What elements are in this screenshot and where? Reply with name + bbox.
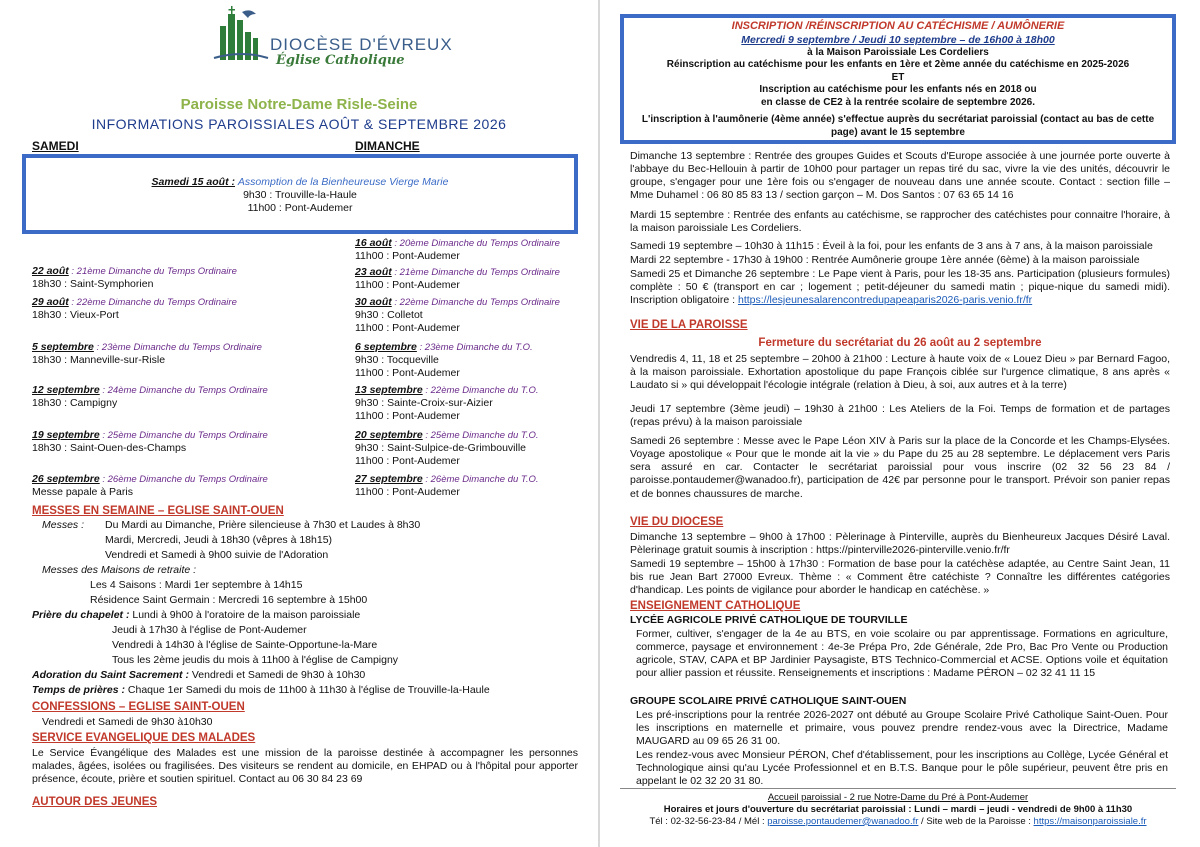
scouts-paragraph: Dimanche 13 septembre : Rentrée des groupes Guides et Scouts d'Europe associée à une journée porte ouverte à l'abbaye du Bec-Hellouin à partir de 10h00 pour partager un repas tiré du sac, vivre la vie des unités, découvrir le groupe, s'engager pour une 1ère fois ou s'engager de nouveau dans une année scoute. Contact : section fille – Mme Duhamel : 06 80 85 83 13 / section garçon – M. Dos Santos : 07 63 65 14 16 [630,150,1170,202]
louez-dieu-paragraph: Vendredis 4, 11, 18 et 25 septembre – 20h00 à 21h00 : Lecture à haute voix de « Louez Dieu » par Bernard Fagoo, à la maison paroissiale. Exhortation apostolique du pape François ciblée sur l'urgence climatique, 8 ans après « Laudato si » qui développait l'écologie intégrale (relation à Dieu, à soi, aux autres et à la terre) [630,353,1170,392]
groupe-title: GROUPE SCOLAIRE PRIVÉ CATHOLIQUE SAINT-OUEN [630,695,907,707]
footer-horaires: Horaires et jours d'ouverture du secrétariat paroissial : Lundi – mardi – jeudi - vendredi de 9h00 à 11h30 [663,803,1133,815]
mass-time: 18h30 : Campigny [32,397,118,410]
mass-sunday-label: : 22ème Dimanche du Temps Ordinaire [68,297,237,308]
prieres-label: Temps de prières : [32,684,125,696]
mass-entry [32,296,237,322]
assomption-box [22,154,578,234]
confessions-text: Vendredi et Samedi de 9h30 à10h30 [42,716,213,728]
ateliers-paragraph: Jeudi 17 septembre (3ème jeudi) – 19h30 à 21h00 : Les Ateliers de la Foi. Temps de formation et de partages (repas prévu) à la maison paroissiale [630,403,1170,429]
mass-entry [32,429,268,455]
inscription-et: ET [891,71,905,83]
assomption-mass-2: 11h00 : Pont-Audemer [247,202,353,215]
mass-entry [32,341,262,367]
mass-date: 13 septembre [355,384,423,396]
mass-date: 6 septembre [355,341,417,353]
retraite-label: Messes des Maisons de retraite : [42,564,197,576]
mass-time: 18h30 : Saint-Symphorien [32,278,154,291]
lycee-text: Former, cultiver, s'engager de la 4e au BTS, en voie scolaire ou par apprentissage. Formations en agriculture, commerce, paysage et environnement : 4e-3e Prépa Pro, 2de Générale, 2de Pro, Bac Pro Vente ou Production agricole, STAV, CAPA et BP Jardinier Paysagiste, BTS Technico-Commercial et ACSE. Options voile et équitation pour allier passion et réussite. Renseignements et inscriptions : Madame PÉRON – 02 32 41 11 15 [636,628,1168,680]
mass-time: 11h00 : Pont-Audemer [355,322,460,335]
messe-pape-paragraph: Samedi 26 septembre : Messe avec le Pape Léon XIV à Paris sur la place de la Concorde et les Champs-Elysées. Voyage apostolique « Pour que le monde ait la vie » du Pape du 25 au 28 septembre. Le déplacement vers Paris sera assuré en car. Contacter le secrétariat paroissial pour vous inscrire (02 32 56 23 84 / paroisse.pontaudemer@wanadoo.fr), participation de 42€ par personne pour le transport. Prévoir son panier repas et de bonnes chaussures de marche. [630,435,1170,500]
fermeture-notice: Fermeture du secrétariat du 26 août au 2 septembre [758,337,1042,349]
mass-date: 30 août [355,296,392,308]
section-vie-diocese: VIE DU DIOCESE [630,516,724,528]
mass-time: Messe papale à Paris [32,486,133,499]
chapelet-label: Prière du chapelet : [32,609,130,621]
footer-accueil: Accueil paroissial - 2 rue Notre-Dame du Pré à Pont-Audemer [767,792,1029,803]
aumonerie-paragraph: Mardi 22 septembre - 17h30 à 19h00 : Rentrée Aumônerie groupe 1ère année (6ème) à la maison paroissiale [630,254,1140,266]
mass-sunday-label: : 20ème Dimanche du Temps Ordinaire [391,238,560,249]
pape-text: Samedi 25 et Dimanche 26 septembre : Le Pape vient à Paris, pour les 18-35 ans. Participation (plusieurs formules) complète : 50 € (transport en car ; logement ; petit-déjeuner du samedi matin ; pique-nique du samedi midi). Inscription obligatoire : [630,268,1170,307]
mass-entry [32,384,268,410]
mass-sunday-label: : 21ème Dimanche du Temps Ordinaire [68,266,237,277]
footer-mail-link[interactable]: paroisse.pontaudemer@wanadoo.fr [767,815,919,827]
inscription-lieu: à la Maison Paroissiale Les Cordeliers [807,46,989,58]
inscription-line-4: L'inscription à l'aumônerie (4ème année) s'effectue auprès du secrétariat paroissial (contact au bas de cette page) avant le 15 septembre [641,114,1155,138]
mass-sunday-label: : 22ème Dimanche du Temps Ordinaire [391,297,560,308]
assomption-date: Samedi 15 août : [151,176,235,188]
footer-site-link[interactable]: https://maisonparoissiale.fr [1033,815,1147,827]
section-messes-semaine: MESSES EN SEMAINE – EGLISE SAINT-OUEN [32,505,284,517]
mass-entry [355,341,533,380]
pelerinage-paragraph: Dimanche 13 septembre – 9h00 à 17h00 : Pèlerinage à Pinterville, auprès du Bienheureux Jacques Désiré Laval. Pèlerinage gratuit soumis à inscription : https://pinterville2026-pinterville.venio.fr/fr [630,531,1170,557]
section-vie-paroisse: VIE DE LA PAROISSE [630,319,748,331]
samedi-heading: SAMEDI [32,139,79,153]
mass-entry [355,429,539,468]
mass-entry [32,265,237,291]
mass-entry [355,473,539,499]
left-page [0,0,598,847]
mass-entry [355,266,560,292]
chapelet-line-1: Lundi à 9h00 à l'oratoire de la maison paroissiale [132,609,361,621]
inscription-box [620,14,1176,144]
mass-date: 26 septembre [32,473,100,485]
lycee-title: LYCÉE AGRICOLE PRIVÉ CATHOLIQUE DE TOURVILLE [630,614,908,626]
pape-link[interactable]: https://lesjeunesalarencontredupapeaparis2026-paris.venio.fr/fr [737,294,1033,307]
section-malades: SERVICE EVANGELIQUE DES MALADES [32,732,256,744]
dimanche-heading: DIMANCHE [355,139,420,153]
mass-time: 11h00 : Pont-Audemer [355,410,460,423]
mass-time: 11h00 : Pont-Audemer [355,279,460,292]
mass-date: 23 août [355,266,392,278]
chapelet-line-4: Tous les 2ème jeudis du mois à 11h00 à l'église de Campigny [112,654,399,666]
inscription-title: INSCRIPTION /RÉINSCRIPTION AU CATÉCHISME / AUMÔNERIE [731,20,1065,32]
inscription-line-1: Réinscription au catéchisme pour les enfants en 1ère et 2ème année du catéchisme en 2025-2026 [666,59,1130,71]
pape-paragraph [630,268,1170,307]
mass-time: 11h00 : Pont-Audemer [355,250,460,263]
mass-time: 11h00 : Pont-Audemer [355,455,460,468]
mass-time: 9h30 : Tocqueville [355,354,439,367]
page-title: INFORMATIONS PAROISSIALES AOÛT & SEPTEMBRE 2026 [91,116,507,132]
messes-line-1: Du Mardi au Dimanche, Prière silencieuse à 7h30 et Laudes à 8h30 [105,519,421,531]
mass-sunday-label: : 26ème Dimanche du T.O. [422,474,539,485]
mass-time: 11h00 : Pont-Audemer [355,367,460,380]
mass-time: 18h30 : Manneville-sur-Risle [32,354,166,367]
adoration-text: Vendredi et Samedi de 9h30 à 10h30 [191,669,366,681]
mass-time: 18h30 : Vieux-Port [32,309,119,322]
mass-date: 12 septembre [32,384,100,396]
groupe-text-2: Les rendez-vous avec Monsieur PÉRON, Chef d'établissement, pour les inscriptions au Collège, Lycée Général et Technologique ainsi qu'au Lycée Professionnel et en B.T.S. Banque pour le pôle supérieur, peuvent être pris en appelant le 02 32 20 31 80. [636,749,1168,788]
mass-sunday-label: : 25ème Dimanche du Temps Ordinaire [99,430,268,441]
section-confessions: CONFESSIONS – EGLISE SAINT-OUEN [32,701,245,713]
chapelet-line-2: Jeudi à 17h30 à l'église de Pont-Audemer [112,624,307,636]
mass-date: 20 septembre [355,429,423,441]
footer-site-label: / Site web de la Paroisse : [921,815,1031,827]
mass-time: 11h00 : Pont-Audemer [355,486,460,499]
mass-date: 19 septembre [32,429,100,441]
section-jeunes: AUTOUR DES JEUNES [32,796,158,808]
mass-date: 5 septembre [32,341,94,353]
malades-text: Le Service Évangélique des Malades est une mission de la paroisse destinée à accompagner les personnes malades, âgées, isolées ou fragilisées. Des visiteurs se rendent au domicile, en EHPAD ou à l'hôpital pour apporter présence, écoute, prière et soutien spirituel. Contact au 06 30 84 23 69 [32,747,578,786]
section-enseignement: ENSEIGNEMENT CATHOLIQUE [630,600,801,612]
diocese-title: DIOCÈSE D'ÉVREUX [270,35,453,54]
mass-sunday-label: : 22ème Dimanche du T.O. [422,385,539,396]
mass-sunday-label: : 21ème Dimanche du Temps Ordinaire [391,267,560,278]
mass-time: 9h30 : Saint-Sulpice-de-Grimbouville [355,442,526,455]
mass-time: 9h30 : Colletot [355,309,423,322]
retraite-line-2: Résidence Saint Germain : Mercredi 16 septembre à 15h00 [90,594,368,606]
paroisse-title: Paroisse Notre-Dame Risle-Seine [180,96,418,113]
assomption-title: Assomption de la Bienheureuse Vierge Marie [237,176,449,188]
adoration-label: Adoration du Saint Sacrement : [32,669,189,681]
mass-sunday-label: : 26ème Dimanche du Temps Ordinaire [99,474,268,485]
mass-date: 16 août [355,237,392,249]
formation-paragraph: Samedi 19 septembre – 15h00 à 17h30 : Formation de base pour la catéchèse adaptée, au Centre Saint Jean, 11 bis rue Jean Bart 27000 Evreux. Thème : « Comment être catéchiste ? Connaître les différentes catégories d'handicap. Les points de vigilance pour aborder le handicap en catéchèse. » [630,558,1170,597]
mass-entry [355,384,539,423]
mass-date: 27 septembre [355,473,423,485]
mass-entry [355,237,560,263]
retraite-line-1: Les 4 Saisons : Mardi 1er septembre à 14h15 [90,579,303,591]
eveil-paragraph: Samedi 19 septembre – 10h30 à 11h15 : Éveil à la foi, pour les enfants de 3 ans à 7 ans, à la maison paroissiale [630,240,1153,252]
mass-time: 18h30 : Saint-Ouen-des-Champs [32,442,187,455]
mass-sunday-label: : 24ème Dimanche du Temps Ordinaire [99,385,268,396]
inscription-line-3: en classe de CE2 à la rentrée scolaire de septembre 2026. [760,96,1036,108]
footer-tel: Tél : 02-32-56-23-84 / Mél : [649,815,765,827]
mass-sunday-label: : 25ème Dimanche du T.O. [422,430,539,441]
messes-label: Messes : [42,519,85,531]
prieres-text: Chaque 1er Samedi du mois de 11h00 à 11h30 à l'église de Trouville-la-Haule [127,684,490,696]
diocese-logo-icon [212,6,270,62]
footer [620,788,1176,828]
chapelet-line-3: Vendredi à 14h30 à l'église de Sainte-Opportune-la-Mare [112,639,378,651]
mass-sunday-label: : 23ème Dimanche du Temps Ordinaire [93,342,262,353]
messes-line-3: Vendredi et Samedi à 9h00 suivie de l'Adoration [105,549,329,561]
inscription-line-2: Inscription au catéchisme pour les enfants nés en 2018 ou [759,84,1037,96]
diocese-subtitle: Église Catholique [276,53,405,68]
mass-entry [32,473,268,499]
mass-date: 22 août [32,265,69,277]
mass-sunday-label: : 23ème Dimanche du T.O. [416,342,533,353]
mass-time: 9h30 : Sainte-Croix-sur-Aizier [355,397,493,410]
messes-line-2: Mardi, Mercredi, Jeudi à 18h30 (vêpres à 18h15) [105,534,333,546]
mass-entry [355,296,560,335]
assomption-mass-1: 9h30 : Trouville-la-Haule [243,189,357,202]
catechisme-paragraph: Mardi 15 septembre : Rentrée des enfants au catéchisme, se rapprocher des catéchistes pour connaitre l'horaire, à la maison paroissiale Les Cordeliers. [630,209,1170,235]
groupe-text-1: Les pré-inscriptions pour la rentrée 2026-2027 ont débuté au Groupe Scolaire Privé Catholique Saint-Ouen. Pour les inscriptions en maternelle et primaire, vous pouvez prendre rendez-vous avec la Directrice, Madame MAUGARD au 09 65 26 31 00. [636,709,1168,748]
page-divider [598,0,600,847]
mass-date: 29 août [32,296,69,308]
inscription-dates: Mercredi 9 septembre / Jeudi 10 septembre – de 16h00 à 18h00 [741,33,1055,46]
